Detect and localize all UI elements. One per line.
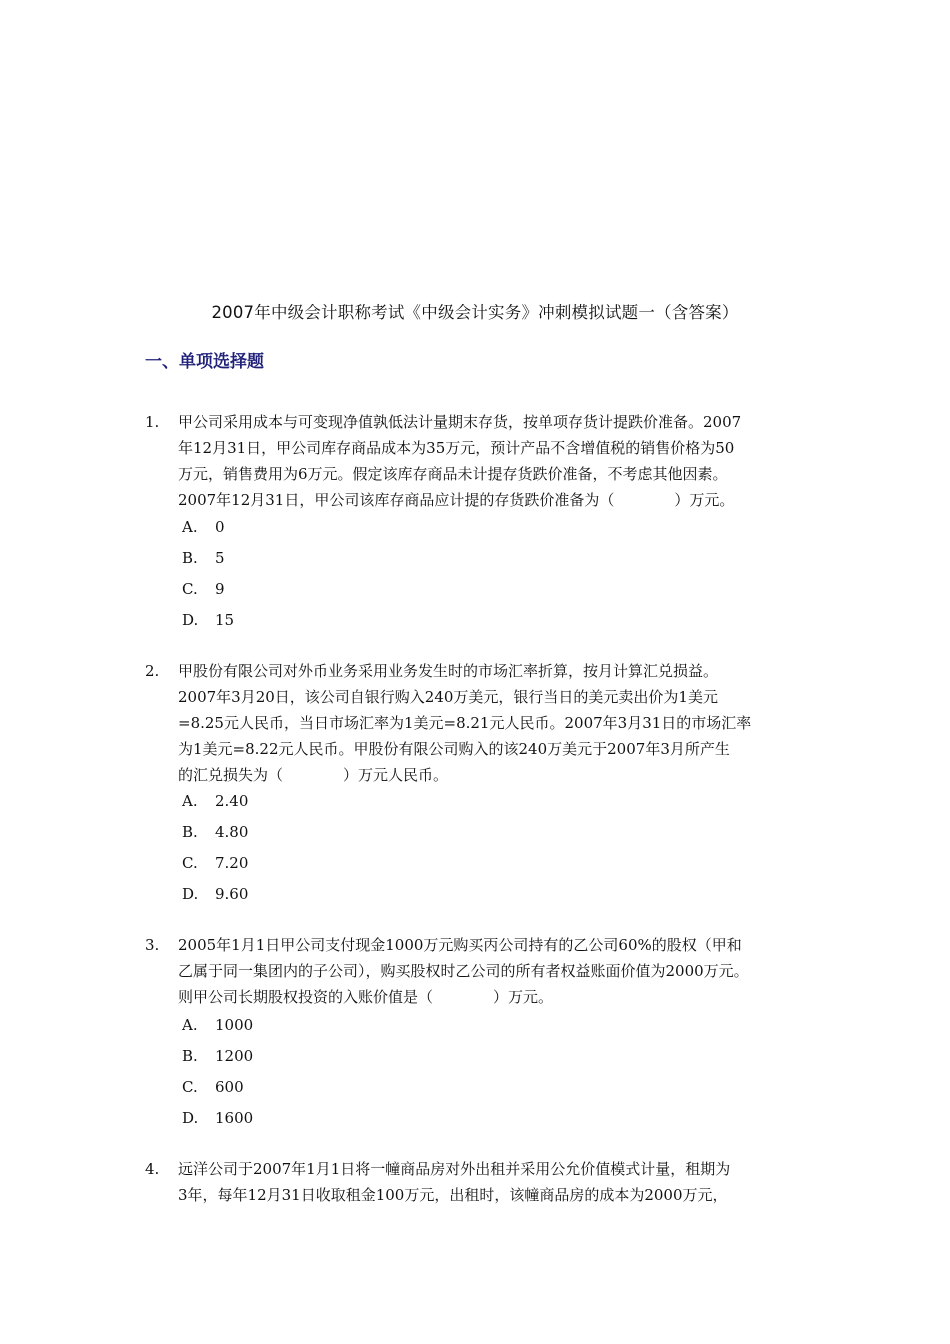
option-letter: D. xyxy=(182,611,199,629)
option-value: 9 xyxy=(215,580,225,598)
option-letter: C. xyxy=(182,580,198,598)
question-line: 甲公司采用成本与可变现净值孰低法计量期末存货，按单项存货计提跌价准备。2007 xyxy=(178,413,742,431)
option-c xyxy=(182,852,248,874)
option-letter: A. xyxy=(182,792,198,810)
section-heading: 一、单项选择题 xyxy=(145,352,264,372)
option-letter: B. xyxy=(182,549,198,567)
option-value: 2.40 xyxy=(215,792,249,810)
question-line: 2005年1月1日甲公司支付现金1000万元购买丙公司持有的乙公司60%的股权（甲和 xyxy=(178,936,742,954)
question-text xyxy=(178,658,826,788)
question-line: 2007年3月20日，该公司自银行购入240万美元，银行当日的美元卖出价为1美元 xyxy=(178,688,718,706)
option-letter: A. xyxy=(182,1016,198,1034)
option-c xyxy=(182,578,225,600)
option-letter: A. xyxy=(182,518,198,536)
question-text xyxy=(178,409,826,513)
question-line: 2007年12月31日，甲公司该库存商品应计提的存货跌价准备为（ ）万元。 xyxy=(178,491,735,509)
option-a xyxy=(182,1014,253,1036)
option-value: 4.80 xyxy=(215,823,249,841)
question-number: 2. xyxy=(145,662,160,680)
question-number: 3. xyxy=(145,936,160,954)
question-line: 年12月31日，甲公司库存商品成本为35万元，预计产品不含增值税的销售价格为50 xyxy=(178,439,735,457)
option-d xyxy=(182,883,248,905)
question-line: 则甲公司长期股权投资的入账价值是（ ）万元。 xyxy=(178,988,554,1006)
option-value: 15 xyxy=(215,611,235,629)
question-line: 远洋公司于2007年1月1日将一幢商品房对外出租并采用公允价值模式计量，租期为 xyxy=(178,1160,731,1178)
option-b xyxy=(182,1045,253,1067)
option-d xyxy=(182,1107,253,1129)
question-line: 万元，销售费用为6万元。假定该库存商品未计提存货跌价准备，不考虑其他因素。 xyxy=(178,465,728,483)
option-value: 9.60 xyxy=(215,885,249,903)
document-title: 2007年中级会计职称考试《中级会计实务》冲刺模拟试题一（含答案） xyxy=(211,303,739,322)
question-line: 3年，每年12月31日收取租金100万元，出租时，该幢商品房的成本为2000万元， xyxy=(178,1186,728,1204)
option-letter: B. xyxy=(182,823,198,841)
option-letter: D. xyxy=(182,1109,199,1127)
question-line: =8.25元人民币，当日市场汇率为1美元=8.21元人民币。2007年3月31日的市场汇率 xyxy=(178,714,752,732)
option-value: 600 xyxy=(215,1078,244,1096)
option-value: 1600 xyxy=(215,1109,254,1127)
question-line: 为1美元=8.22元人民币。甲股份有限公司购入的该240万美元于2007年3月所产生 xyxy=(178,740,730,758)
option-value: 5 xyxy=(215,549,225,567)
question-number: 4. xyxy=(145,1160,160,1178)
question-line: 乙属于同一集团内的子公司），购买股权时乙公司的所有者权益账面价值为2000万元。 xyxy=(178,962,749,980)
option-letter: C. xyxy=(182,1078,198,1096)
question-number: 1. xyxy=(145,413,160,431)
question-text xyxy=(178,1156,826,1208)
option-value: 7.20 xyxy=(215,854,249,872)
option-a xyxy=(182,516,225,538)
option-letter: C. xyxy=(182,854,198,872)
option-value: 1200 xyxy=(215,1047,254,1065)
option-value: 0 xyxy=(215,518,225,536)
question-line: 的汇兑损失为（ ）万元人民币。 xyxy=(178,766,449,784)
question-line: 甲股份有限公司对外币业务采用业务发生时的市场汇率折算，按月计算汇兑损益。 xyxy=(178,662,719,680)
option-letter: B. xyxy=(182,1047,198,1065)
option-a xyxy=(182,790,248,812)
option-b xyxy=(182,547,225,569)
option-d xyxy=(182,609,234,631)
option-value: 1000 xyxy=(215,1016,254,1034)
question-text xyxy=(178,932,826,1010)
option-c xyxy=(182,1076,244,1098)
option-letter: D. xyxy=(182,885,199,903)
option-b xyxy=(182,821,248,843)
